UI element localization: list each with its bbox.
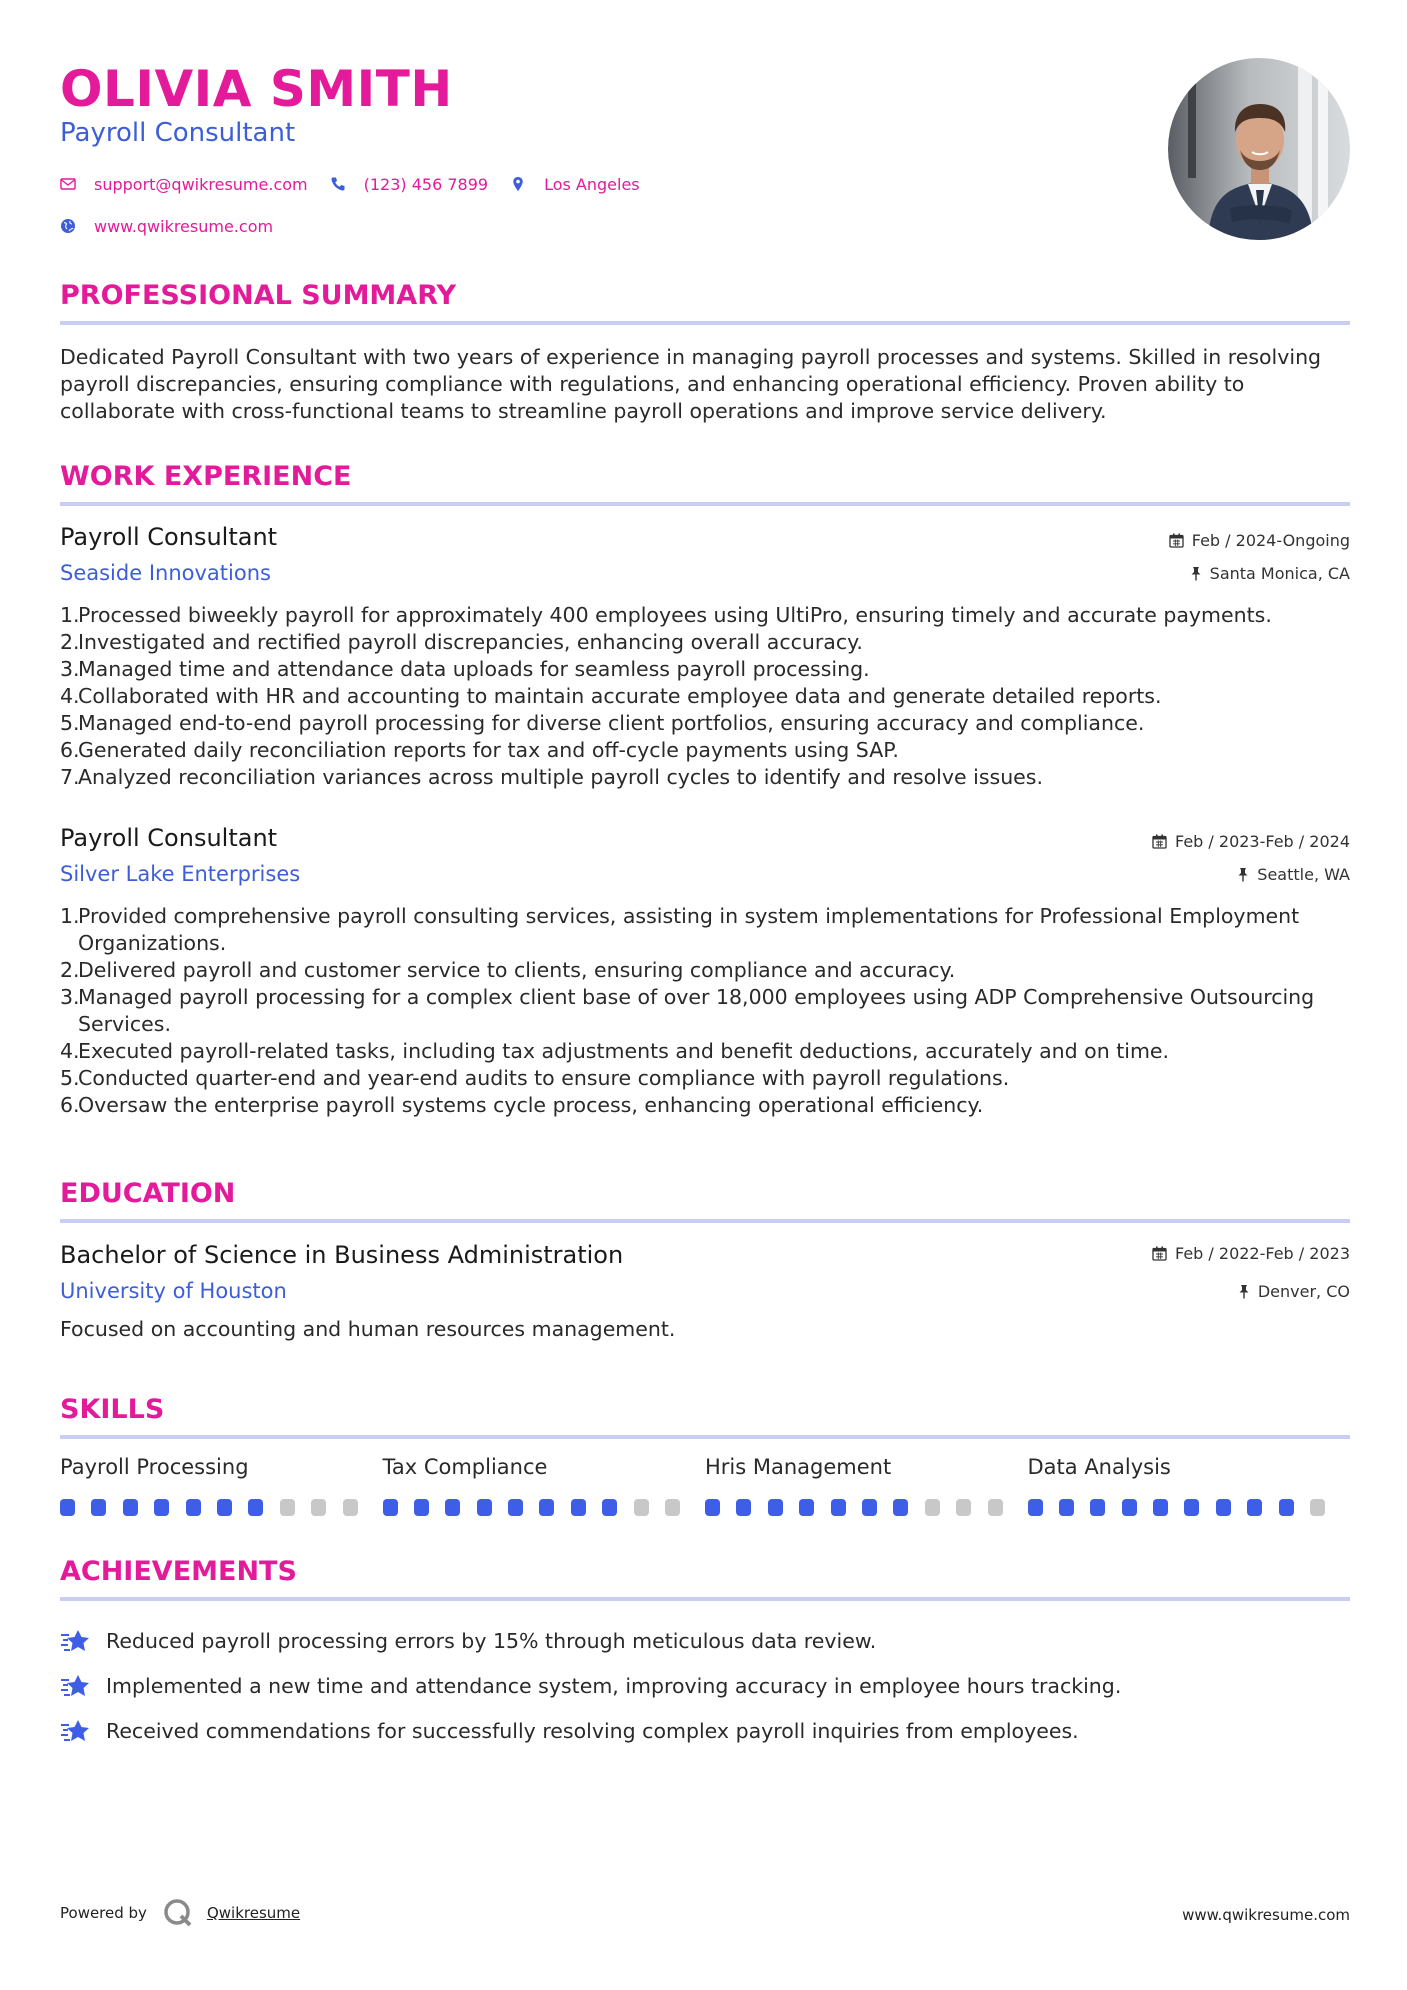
profile-photo	[1168, 58, 1350, 240]
globe-icon	[60, 218, 76, 234]
job-title: Payroll Consultant	[60, 824, 278, 852]
education-description: Focused on accounting and human resources management.	[60, 1317, 676, 1341]
contact-phone[interactable]	[330, 175, 488, 194]
rating-dot-filled	[248, 1499, 263, 1516]
list-item: 4. Collaborated with HR and accounting to maintain accurate employee data and generate detailed reports.	[60, 684, 1162, 708]
summary-heading: PROFESSIONAL SUMMARY	[60, 280, 457, 311]
envelope-icon	[60, 176, 76, 192]
achievement-item: Implemented a new time and attendance system, improving accuracy in employee hours tracking.	[60, 1663, 1350, 1708]
candidate-title: Payroll Consultant	[60, 118, 296, 148]
rating-dot-empty	[988, 1499, 1003, 1516]
job-dates-text: Feb / 2024-Ongoing	[1191, 531, 1350, 550]
job-title: Payroll Consultant	[60, 523, 278, 551]
list-item: 1. Processed biweekly payroll for approximately 400 employees using UltiPro, ensuring timely and accurate payments.	[60, 603, 1272, 627]
rating-dot-filled	[1059, 1499, 1074, 1516]
achievement-item: Reduced payroll processing errors by 15% through meticulous data review.	[60, 1618, 1350, 1663]
rating-dot-filled	[154, 1499, 169, 1516]
candidate-name: OLIVIA SMITH	[60, 60, 453, 118]
rating-dot-filled	[1279, 1499, 1294, 1516]
rating-dot-empty	[280, 1499, 295, 1516]
rating-dot-empty	[311, 1499, 326, 1516]
rating-dot-filled	[1090, 1499, 1105, 1516]
skill-item	[1028, 1455, 1351, 1516]
rating-dot-empty	[665, 1499, 680, 1516]
location-text: Los Angeles	[544, 174, 640, 194]
skill-rating	[383, 1499, 706, 1516]
powered-by-text: Powered by	[60, 1904, 147, 1922]
job-location	[1190, 564, 1350, 583]
skill-item	[705, 1455, 1028, 1516]
achievement-item: Received commendations for successfully resolving complex payroll inquiries from employees.	[60, 1708, 1350, 1753]
rating-dot-filled	[1153, 1499, 1168, 1516]
rating-dot-filled	[799, 1499, 814, 1516]
calendar-icon	[1152, 1246, 1167, 1261]
website-text: www.qwikresume.com	[94, 216, 274, 236]
rating-dot-filled	[414, 1499, 429, 1516]
pushpin-icon	[1238, 1284, 1250, 1299]
achievements-list	[60, 1618, 1350, 1753]
contact-website[interactable]	[60, 217, 273, 236]
rating-dot-filled	[123, 1499, 138, 1516]
list-item: 2. Investigated and rectified payroll discrepancies, enhancing overall accuracy.	[60, 630, 863, 654]
rating-dot-filled	[383, 1499, 398, 1516]
pushpin-icon	[1190, 566, 1202, 581]
calendar-icon	[1152, 834, 1167, 849]
degree-title: Bachelor of Science in Business Administration	[60, 1241, 624, 1269]
job-location	[1237, 865, 1350, 884]
education-location	[1238, 1282, 1350, 1301]
calendar-icon	[1169, 533, 1184, 548]
achievements-divider	[60, 1597, 1350, 1601]
brand-link[interactable]: Qwikresume	[206, 1904, 301, 1922]
rating-dot-filled	[477, 1499, 492, 1516]
footer-powered-by	[60, 1898, 300, 1928]
list-item: 4. Executed payroll-related tasks, including tax adjustments and benefit deductions, accurately and on time.	[60, 1039, 1170, 1063]
rating-dot-filled	[445, 1499, 460, 1516]
rating-dot-empty	[634, 1499, 649, 1516]
rating-dot-filled	[571, 1499, 586, 1516]
skill-rating	[60, 1499, 383, 1516]
list-item: 3. Managed time and attendance data uploads for seamless payroll processing.	[60, 657, 870, 681]
star-icon	[60, 1716, 92, 1746]
rating-dot-filled	[768, 1499, 783, 1516]
rating-dot-filled	[1122, 1499, 1137, 1516]
phone-text: (123) 456 7899	[363, 174, 489, 194]
rating-dot-filled	[217, 1499, 232, 1516]
job-dates-text: Feb / 2023-Feb / 2024	[1175, 832, 1350, 851]
rating-dot-empty	[343, 1499, 358, 1516]
job-location-text: Seattle, WA	[1257, 865, 1350, 884]
achievements-heading: ACHIEVEMENTS	[60, 1556, 297, 1587]
map-pin-icon	[510, 176, 526, 192]
summary-text: Dedicated Payroll Consultant with two years of experience in managing payroll processes and systems. Skilled in resolving payroll discrepancies, ensuring compliance with regulations, and enhancing operational efficiency. Proven ability to collaborate with cross-functional teams to streamline payroll operations and improve service delivery.	[60, 345, 1322, 423]
skill-label: Data Analysis	[1027, 1455, 1171, 1479]
experience-divider	[60, 502, 1350, 506]
skill-label: Tax Compliance	[382, 1455, 548, 1479]
contact-info	[60, 172, 662, 256]
list-item: 7. Analyzed reconciliation variances across multiple payroll cycles to identify and resolve issues.	[60, 765, 1043, 789]
job-company: Silver Lake Enterprises	[60, 862, 301, 886]
list-item: 5. Managed end-to-end payroll processing for diverse client portfolios, ensuring accuracy and compliance.	[60, 711, 1145, 735]
rating-dot-filled	[91, 1499, 106, 1516]
school-name: University of Houston	[60, 1279, 287, 1303]
education-divider	[60, 1219, 1350, 1223]
skill-label: Hris Management	[705, 1455, 892, 1479]
list-item: 3. Managed payroll processing for a complex client base of over 18,000 employees using ADP Comprehensive Outsourcing Services.	[60, 985, 1315, 1036]
education-dates	[1152, 1244, 1350, 1263]
rating-dot-filled	[602, 1499, 617, 1516]
skill-item	[60, 1455, 383, 1516]
job-bullets	[60, 602, 1350, 791]
skill-label: Payroll Processing	[60, 1455, 249, 1479]
rating-dot-filled	[1216, 1499, 1231, 1516]
education-dates-text: Feb / 2022-Feb / 2023	[1175, 1244, 1350, 1263]
skill-rating	[1028, 1499, 1351, 1516]
contact-email[interactable]	[60, 175, 308, 194]
skills-divider	[60, 1435, 1350, 1439]
contact-location	[510, 175, 640, 194]
skills-heading: SKILLS	[60, 1394, 165, 1425]
phone-icon	[330, 176, 346, 192]
experience-heading: WORK EXPERIENCE	[60, 461, 352, 492]
star-icon	[60, 1671, 92, 1701]
rating-dot-filled	[508, 1499, 523, 1516]
list-item: 6. Oversaw the enterprise payroll systems cycle process, enhancing operational efficiency.	[60, 1093, 984, 1117]
star-icon	[60, 1626, 92, 1656]
summary-divider	[60, 321, 1350, 325]
rating-dot-filled	[831, 1499, 846, 1516]
rating-dot-empty	[1310, 1499, 1325, 1516]
rating-dot-empty	[956, 1499, 971, 1516]
skills-list	[60, 1455, 1350, 1516]
job-location-text: Santa Monica, CA	[1209, 564, 1350, 583]
footer-website[interactable]: www.qwikresume.com	[1182, 1906, 1350, 1924]
pushpin-icon	[1237, 867, 1249, 882]
list-item: 5. Conducted quarter-end and year-end audits to ensure compliance with payroll regulations.	[60, 1066, 1010, 1090]
rating-dot-filled	[736, 1499, 751, 1516]
list-item: 1. Provided comprehensive payroll consulting services, assisting in system implementations for Professional Employment Organizations.	[60, 904, 1300, 955]
list-item: 2. Delivered payroll and customer service to clients, ensuring compliance and accuracy.	[60, 958, 956, 982]
list-item: 6. Generated daily reconciliation reports for tax and off-cycle payments using SAP.	[60, 738, 899, 762]
rating-dot-filled	[186, 1499, 201, 1516]
job-company: Seaside Innovations	[60, 561, 271, 585]
qwikresume-logo-icon	[163, 1898, 193, 1928]
job-dates	[1169, 531, 1350, 550]
rating-dot-empty	[925, 1499, 940, 1516]
email-text: support@qwikresume.com	[94, 174, 308, 194]
rating-dot-filled	[539, 1499, 554, 1516]
rating-dot-filled	[1184, 1499, 1199, 1516]
education-location-text: Denver, CO	[1257, 1282, 1350, 1301]
rating-dot-filled	[862, 1499, 877, 1516]
rating-dot-filled	[705, 1499, 720, 1516]
rating-dot-filled	[1247, 1499, 1262, 1516]
rating-dot-filled	[1028, 1499, 1043, 1516]
rating-dot-filled	[893, 1499, 908, 1516]
skill-item	[383, 1455, 706, 1516]
education-heading: EDUCATION	[60, 1178, 236, 1209]
skill-rating	[705, 1499, 1028, 1516]
job-bullets	[60, 903, 1350, 1119]
job-dates	[1152, 832, 1350, 851]
rating-dot-filled	[60, 1499, 75, 1516]
